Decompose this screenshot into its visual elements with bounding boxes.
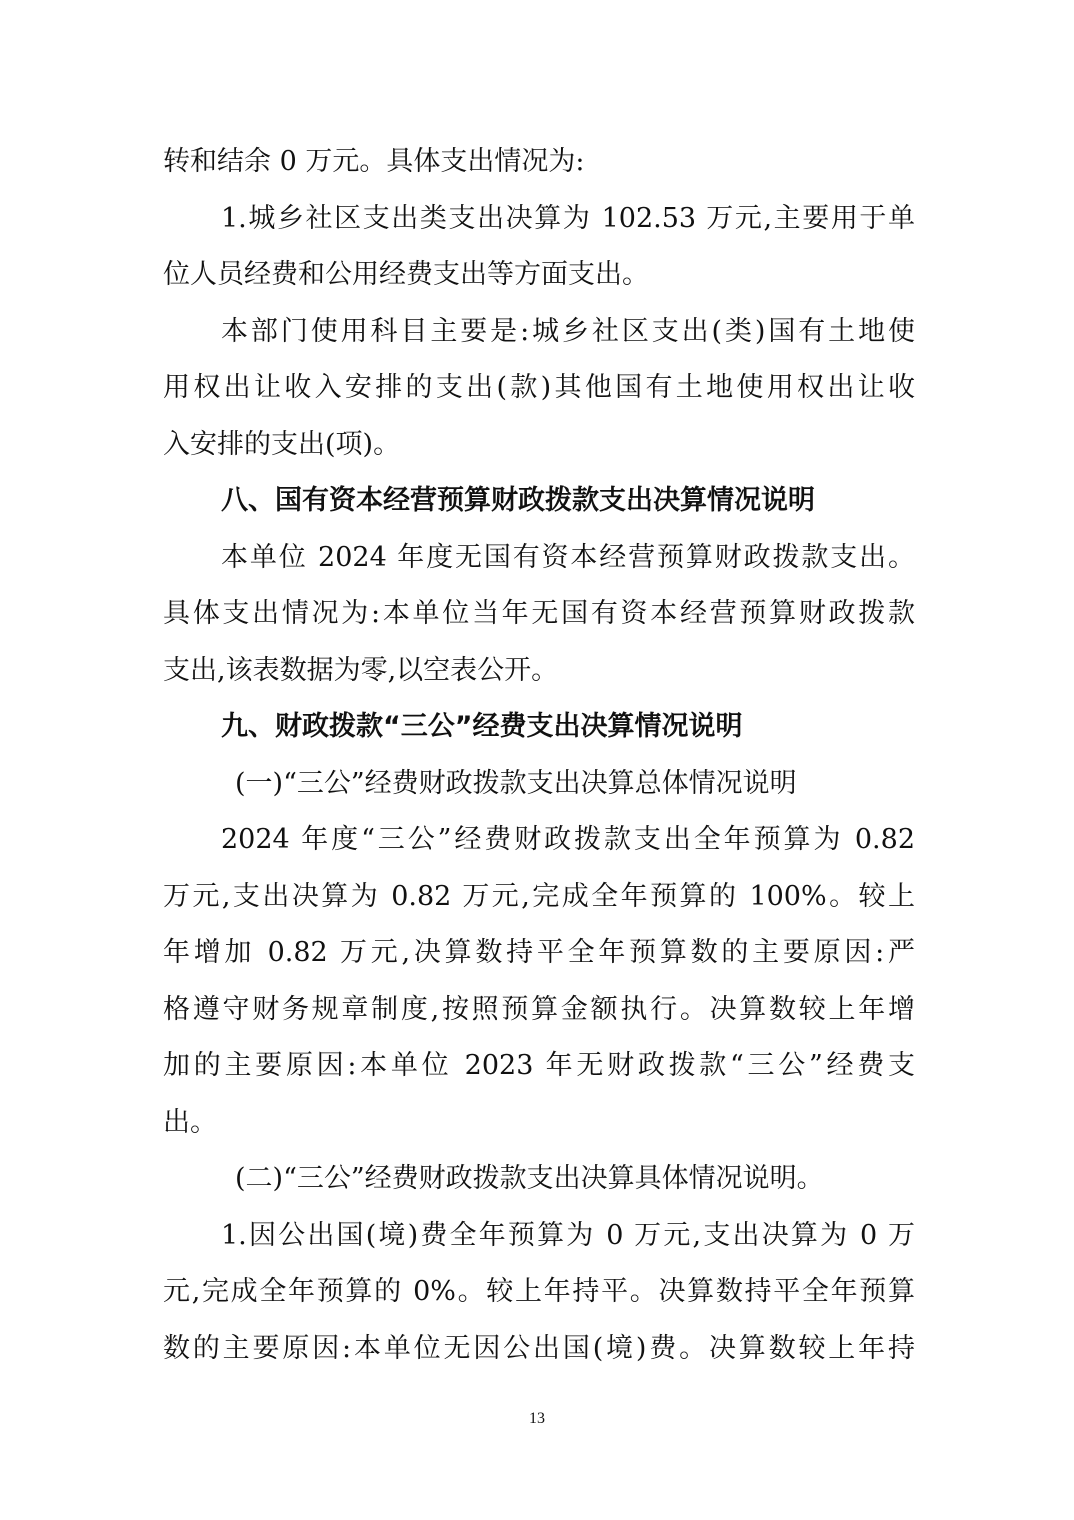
paragraph-line: 元,完成全年预算的 0%。较上年持平。决算数持平全年预算 xyxy=(163,1276,915,1307)
subsection-heading-9-1: (一)“三公”经费财政拨款支出决算总体情况说明 xyxy=(235,767,797,799)
paragraph-line: 万元,支出决算为 0.82 万元,完成全年预算的 100%。较上 xyxy=(163,880,915,912)
page-body xyxy=(163,134,915,1377)
paragraph-line: 用权出让收入安排的支出(款)其他国有土地使用权出让收 xyxy=(163,372,915,403)
section-heading-9: 九、财政拨款“三公”经费支出决算情况说明 xyxy=(221,711,743,742)
paragraph-line: 加的主要原因:本单位 2023 年无财政拨款“三公”经费支 xyxy=(163,1050,915,1081)
paragraph-line: 2024 年度“三公”经费财政拨款支出全年预算为 0.82 xyxy=(221,824,915,855)
paragraph-line: 1.城乡社区支出类支出决算为 102.53 万元,主要用于单 xyxy=(221,202,915,234)
paragraph-line: 入安排的支出(项)。 xyxy=(163,428,401,460)
paragraph-line: 本单位 2024 年度无国有资本经营预算财政拨款支出。 xyxy=(221,541,915,573)
paragraph-line: 数的主要原因:本单位无因公出国(境)费。决算数较上年持 xyxy=(163,1332,915,1364)
paragraph-line: 格遵守财务规章制度,按照预算金额执行。决算数较上年增 xyxy=(163,993,915,1025)
paragraph-line: 转和结余 0 万元。具体支出情况为: xyxy=(163,146,585,177)
paragraph-line: 年增加 0.82 万元,决算数持平全年预算数的主要原因:严 xyxy=(163,937,915,968)
paragraph-line: 出。 xyxy=(163,1106,217,1138)
paragraph-line: 支出,该表数据为零,以空表公开。 xyxy=(163,654,559,686)
paragraph-line: 具体支出情况为:本单位当年无国有资本经营预算财政拨款 xyxy=(163,598,915,629)
paragraph-line: 本部门使用科目主要是:城乡社区支出(类)国有土地使 xyxy=(221,315,915,347)
subsection-heading-9-2: (二)“三公”经费财政拨款支出决算具体情况说明。 xyxy=(235,1163,824,1194)
paragraph-line: 位人员经费和公用经费支出等方面支出。 xyxy=(163,259,649,290)
paragraph-line: 1.因公出国(境)费全年预算为 0 万元,支出决算为 0 万 xyxy=(221,1219,915,1251)
page-number: 13 xyxy=(529,1410,545,1427)
section-heading-8: 八、国有资本经营预算财政拨款支出决算情况说明 xyxy=(221,485,815,516)
